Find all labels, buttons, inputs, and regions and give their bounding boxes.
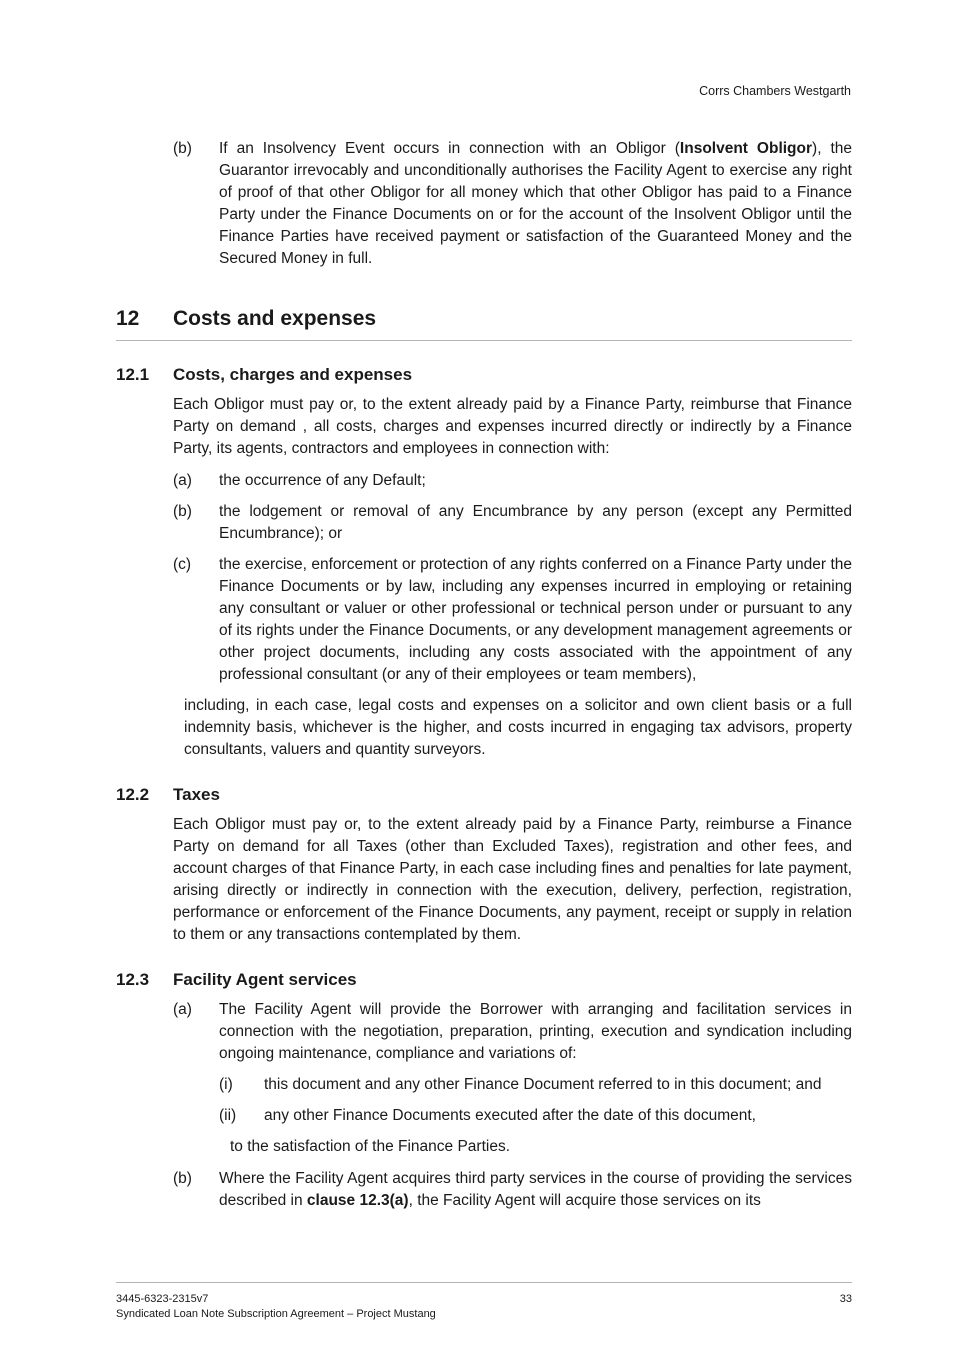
clause-title: Taxes bbox=[173, 785, 220, 804]
item-text: the lodgement or removal of any Encumbrance by any person (except any Permitted Encumbrance); or bbox=[219, 503, 852, 542]
footer-doc-ref: 3445-6323-2315v7 bbox=[116, 1293, 209, 1305]
defined-term: Insolvent Obligor bbox=[679, 140, 813, 157]
item-label: (b) bbox=[173, 503, 192, 520]
item-text: the occurrence of any Default; bbox=[219, 472, 426, 489]
clause-number: 12.2 bbox=[116, 785, 150, 804]
clause-number: 12.1 bbox=[116, 365, 150, 384]
item-label: (b) bbox=[173, 140, 192, 157]
clause-12-3-a-closing: to the satisfaction of the Finance Parties. bbox=[230, 1138, 511, 1155]
text-part: ), the Guarantor irrevocably and unconditionally authorises the Facility Agent to exercise any right of proof of that other Obligor for all money which that other Obligor has paid to a Finance Party under the Finance Documents on or for the account of the Insolvent Obligor until the Finance Parties have received payment or satisfaction of the Guaranteed Money and the Secured Money in full. bbox=[219, 140, 853, 267]
text-part: Where the Facility Agent acquires third party services in the course of providing the services described in bbox=[219, 1170, 852, 1209]
clause-12-1-closing: including, in each case, legal costs and expenses on a solicitor and own client basis or a full indemnity basis, whichever is the higher, and costs incurred in engaging tax advisors, property consultants, valuers and quantity surveyors. bbox=[184, 697, 852, 758]
clause-12-3-a-i bbox=[116, 1074, 852, 1096]
clause-title: Costs, charges and expenses bbox=[173, 365, 413, 384]
clause-12-1-a bbox=[116, 470, 852, 492]
item-label: (b) bbox=[173, 1170, 192, 1187]
clause-heading-12-1 bbox=[116, 365, 852, 385]
item-label: (i) bbox=[219, 1076, 233, 1093]
section-number: 12 bbox=[116, 307, 140, 330]
page-footer bbox=[116, 1292, 852, 1322]
clause-heading-12-2 bbox=[116, 785, 852, 805]
page-number: 33 bbox=[839, 1293, 852, 1305]
item-text bbox=[219, 1168, 852, 1212]
text-part: If an Insolvency Event occurs in connection with an Obligor ( bbox=[219, 140, 680, 157]
footer-divider bbox=[116, 1282, 852, 1283]
clause-number: 12.3 bbox=[116, 970, 150, 989]
clause-reference: clause 12.3(a) bbox=[306, 1192, 409, 1209]
item-text: this document and any other Finance Document referred to in this document; and bbox=[264, 1076, 822, 1093]
section-title: Costs and expenses bbox=[173, 307, 377, 330]
clause-12-1-intro: Each Obligor must pay or, to the extent already paid by a Finance Party, reimburse that Finance Party on demand , all costs, charges and expenses incurred directly or indirectly by a Finance Party, its agents, contractors and employees in connection with: bbox=[173, 396, 852, 457]
clause-11-b bbox=[116, 138, 852, 270]
clause-12-2-text: Each Obligor must pay or, to the extent already paid by a Finance Party, reimburse a Finance Party on demand for all Taxes (other than Excluded Taxes), registration and other fees, and account charges of that Finance Party, in each case including fines and penalties for late payment, arising directly or indirectly in connection with the execution, delivery, perfection, registration, performance or enforcement of the Finance Documents, any payment, receipt or supply in relation to them or any transactions contemplated by them. bbox=[173, 816, 852, 943]
clause-12-1-c bbox=[116, 554, 852, 686]
clause-12-3-a-ii bbox=[116, 1105, 852, 1127]
clause-12-3-b bbox=[116, 1168, 852, 1212]
item-text: any other Finance Documents executed after the date of this document, bbox=[264, 1107, 756, 1124]
footer-doc-title: Syndicated Loan Note Subscription Agreement – Project Mustang bbox=[116, 1308, 436, 1320]
item-text: the exercise, enforcement or protection of any rights conferred on a Finance Party under the Finance Documents or by law, including any expenses incurred in employing or retaining any consultant or valuer or other professional or technical person under or pursuant to any of its rights under the Finance Documents, or any development management agreements or other project documents, including any costs associated with the appointment of any professional consultant (or any of their employees or team members), bbox=[219, 556, 852, 683]
section-heading-12 bbox=[116, 307, 852, 341]
item-label: (c) bbox=[173, 556, 192, 573]
item-label: (a) bbox=[173, 1001, 192, 1018]
item-text bbox=[219, 138, 852, 270]
page-content bbox=[116, 138, 852, 1221]
clause-12-3-a bbox=[116, 999, 852, 1065]
clause-12-1-b bbox=[116, 501, 852, 545]
running-header-firm: Corrs Chambers Westgarth bbox=[699, 84, 851, 98]
clause-heading-12-3 bbox=[116, 970, 852, 990]
item-label: (ii) bbox=[219, 1107, 237, 1124]
item-text: The Facility Agent will provide the Borrower with arranging and facilitation services in connection with the negotiation, preparation, printing, execution and syndication including ongoing maintenance, compliance and variations of: bbox=[219, 1001, 852, 1062]
clause-title: Facility Agent services bbox=[173, 970, 357, 989]
text-part: , the Facility Agent will acquire those services on its bbox=[408, 1192, 761, 1209]
item-label: (a) bbox=[173, 472, 192, 489]
